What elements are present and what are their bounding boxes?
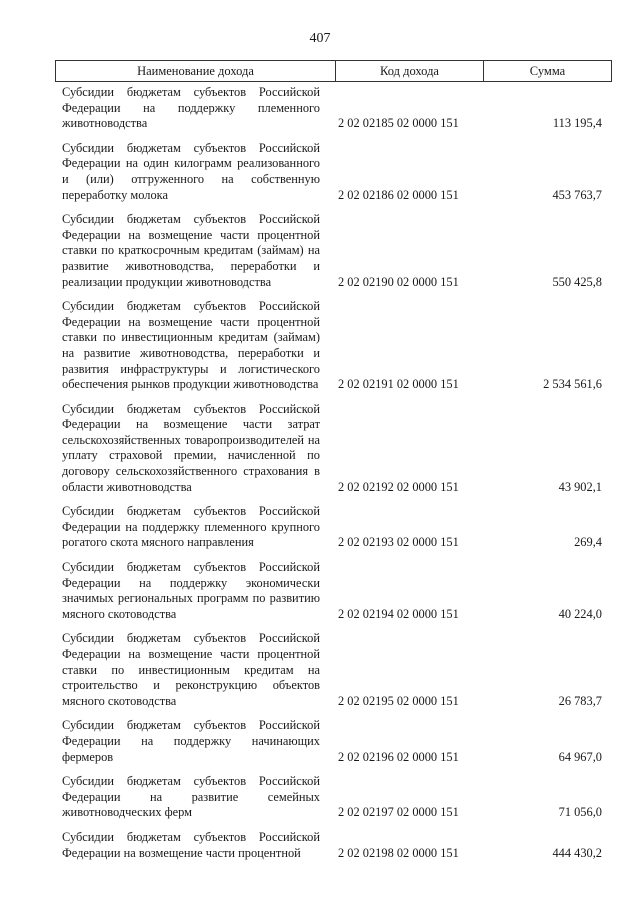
- amount-cell: 71 056,0: [558, 805, 602, 820]
- table-row: [0, 141, 640, 203]
- income-code-cell: 2 02 02185 02 0000 151: [338, 116, 459, 131]
- income-name-cell: Субсидии бюджетам субъектов Российской Федерации на возмещение части процентной: [62, 829, 320, 860]
- income-code-cell: 2 02 02190 02 0000 151: [338, 274, 459, 289]
- income-code-cell: 2 02 02198 02 0000 151: [338, 845, 459, 860]
- income-name-cell: Субсидии бюджетам субъектов Российской Федерации на поддержку племенного крупного рогатого скота мясного направления: [62, 504, 320, 550]
- table-row: [0, 212, 640, 290]
- table-row: [0, 299, 640, 393]
- header-income-name: Наименование дохода: [56, 61, 336, 81]
- amount-cell: 550 425,8: [552, 274, 602, 289]
- amount-cell: 40 224,0: [558, 606, 602, 621]
- header-amount: Сумма: [529, 63, 566, 78]
- amount-cell: 26 783,7: [558, 693, 602, 708]
- amount-cell: 453 763,7: [552, 187, 602, 202]
- table-row: [0, 504, 640, 551]
- table-row: [0, 402, 640, 496]
- header-income-code: Код дохода: [336, 61, 484, 81]
- table-body: [0, 85, 640, 870]
- income-code-cell: 2 02 02194 02 0000 151: [338, 606, 459, 621]
- income-code-cell: 2 02 02186 02 0000 151: [338, 187, 459, 202]
- amount-cell: 2 534 561,6: [543, 377, 602, 392]
- income-code-cell: 2 02 02196 02 0000 151: [338, 749, 459, 764]
- page-number: 407: [309, 31, 331, 46]
- income-name-cell: Субсидии бюджетам субъектов Российской Федерации на развитие семейных животноводческих ферм: [62, 774, 320, 820]
- income-name-cell: Субсидии бюджетам субъектов Российской Федерации на возмещение части процентной ставки по инвестиционным кредитам (займам) на развитие животноводства, переработки и развития инфраструктуры и логистического обеспечения рынков продукции животноводства: [62, 299, 320, 392]
- table-header: [55, 60, 612, 82]
- amount-cell: 269,4: [574, 535, 602, 550]
- income-code-cell: 2 02 02193 02 0000 151: [338, 535, 459, 550]
- amount-cell: 444 430,2: [552, 845, 602, 860]
- income-code-cell: 2 02 02191 02 0000 151: [338, 377, 459, 392]
- income-name-cell: Субсидии бюджетам субъектов Российской Федерации на возмещение части процентной ставки по инвестиционным кредитам на строительство и реконструкцию объектов мясного скотоводства: [62, 631, 320, 708]
- income-name-cell: Субсидии бюджетам субъектов Российской Федерации на поддержку экономически значимых региональных программ по развитию мясного скотоводства: [62, 560, 320, 621]
- income-code-cell: 2 02 02192 02 0000 151: [338, 479, 459, 494]
- amount-cell: 43 902,1: [558, 479, 602, 494]
- table-row: [0, 560, 640, 622]
- income-name-cell: Субсидии бюджетам субъектов Российской Федерации на поддержку начинающих фермеров: [62, 718, 320, 764]
- income-name-cell: Субсидии бюджетам субъектов Российской Федерации на возмещение части затрат сельскохозяйственных товаропроизводителей на уплату страховой премии, начисленной по договору сельскохозяйственного страхования в области животноводства: [62, 401, 320, 494]
- income-code-cell: 2 02 02197 02 0000 151: [338, 805, 459, 820]
- table-row: [0, 718, 640, 765]
- table-row: [0, 631, 640, 709]
- income-code-cell: 2 02 02195 02 0000 151: [338, 693, 459, 708]
- income-name-cell: Субсидии бюджетам субъектов Российской Федерации на возмещение части процентной ставки по краткосрочным кредитам (займам) на развитие животноводства, переработки и реализации продукции животноводства: [62, 212, 320, 289]
- table-row: [0, 830, 640, 861]
- amount-cell: 113 195,4: [552, 116, 602, 131]
- table-row: [0, 774, 640, 821]
- amount-cell: 64 967,0: [558, 749, 602, 764]
- income-name-cell: Субсидии бюджетам субъектов Российской Федерации на поддержку племенного животноводства: [62, 85, 320, 131]
- table-row: [0, 85, 640, 132]
- income-name-cell: Субсидии бюджетам субъектов Российской Федерации на один килограмм реализованного и (или) отгруженного на собственную переработку молока: [62, 140, 320, 202]
